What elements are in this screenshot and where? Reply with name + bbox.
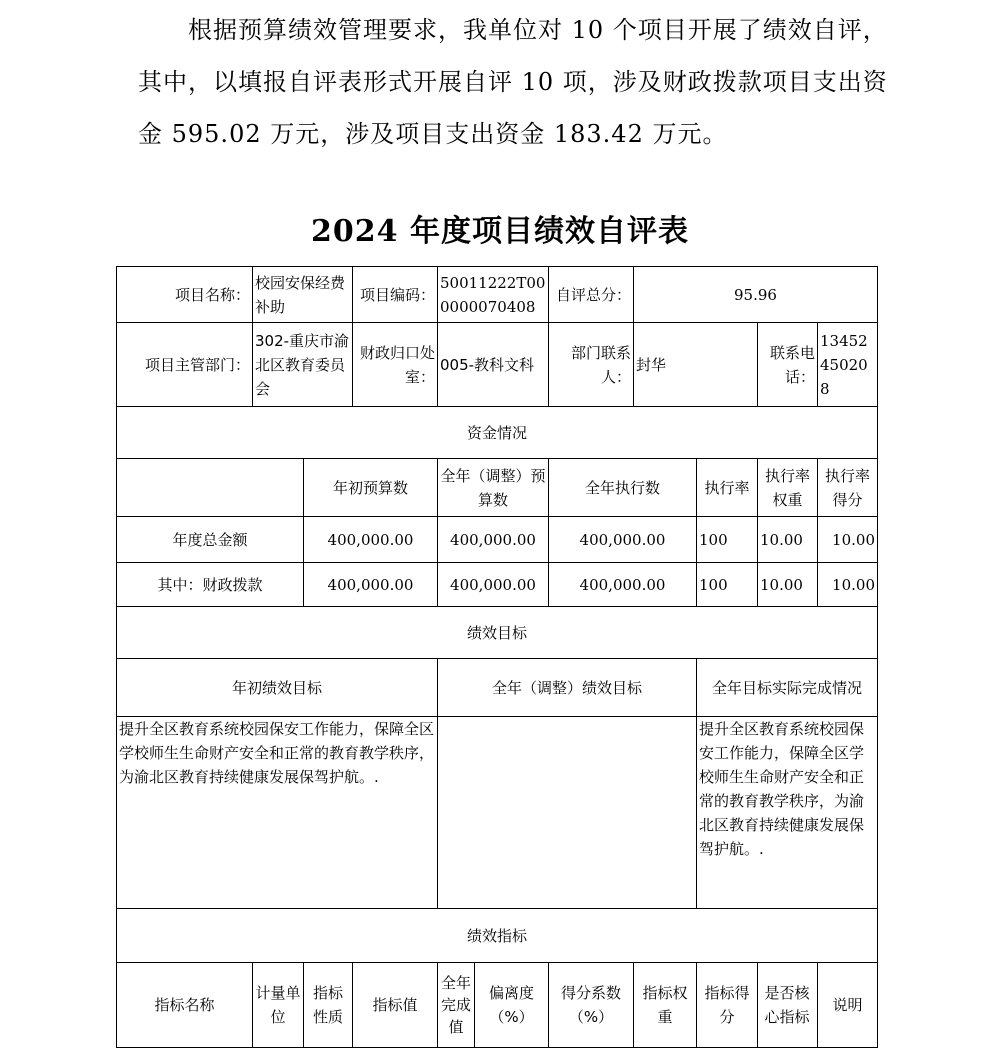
funds-header-rate-score: 执行率得分 [818, 459, 878, 517]
self-evaluation-table [116, 266, 878, 1048]
funds-cell: 400,000.00 [438, 517, 549, 563]
funds-header-initial-budget: 年初预算数 [304, 459, 438, 517]
funds-header-exec-rate: 执行率 [697, 459, 758, 517]
goal-adjusted-text [438, 717, 697, 909]
funds-cell: 400,000.00 [549, 563, 697, 607]
indicator-header: 计量单位 [253, 963, 304, 1048]
indicator-header: 指标性质 [304, 963, 353, 1048]
goals-section-title: 绩效目标 [117, 607, 878, 659]
funds-cell: 100 [697, 563, 758, 607]
funds-cell: 10.00 [758, 563, 818, 607]
funds-header-executed: 全年执行数 [549, 459, 697, 517]
intro-paragraph: 根据预算绩效管理要求，我单位对 10 个项目开展了绩效自评，其中，以填报自评表形式开展自评 10 项，涉及财政拨款项目支出资金 595.02 万元，涉及项目支出资金 183.42 万元。 [138, 16, 888, 148]
project-name-label: 项目名称： [117, 267, 253, 323]
finance-office-label: 财政归口处室： [353, 323, 438, 407]
funds-cell: 10.00 [818, 517, 878, 563]
funds-cell: 400,000.00 [304, 517, 438, 563]
funds-header-blank [117, 459, 304, 517]
project-code-label: 项目编码： [353, 267, 438, 323]
funds-cell: 10.00 [758, 517, 818, 563]
total-score-label: 自评总分： [549, 267, 634, 323]
goal-initial-text: 提升全区教育系统校园保安工作能力，保障全区学校师生生命财产安全和正常的教育教学秩序，为渝北区教育持续健康发展保驾护航。. [117, 717, 438, 909]
goal-actual-text: 提升全区教育系统校园保安工作能力，保障全区学校师生生命财产安全和正常的教育教学秩序，为渝北区教育持续健康发展保驾护航。. [697, 717, 878, 909]
indicator-header: 指标值 [353, 963, 438, 1048]
funds-section-title: 资金情况 [117, 407, 878, 459]
indicator-header: 指标得分 [697, 963, 758, 1048]
indicator-header-group [758, 963, 818, 1048]
department-label: 项目主管部门： [117, 323, 253, 407]
funds-row-label: 年度总金额 [117, 517, 304, 563]
funds-cell: 400,000.00 [549, 517, 697, 563]
goals-header-adjusted: 全年（调整）绩效目标 [438, 659, 697, 717]
phone-label: 联系电话： [758, 323, 818, 407]
goals-header-actual: 全年目标实际完成情况 [697, 659, 878, 717]
document-title: 2024 年度项目绩效自评表 [311, 214, 689, 249]
funds-header-rate-weight: 执行率权重 [758, 459, 818, 517]
indicator-header: 指标名称 [117, 963, 253, 1048]
finance-office-value: 005-教科文科 [438, 323, 549, 407]
funds-header-adjusted-budget: 全年（调整）预算数 [438, 459, 549, 517]
project-name-value: 校园安保经费补助 [253, 267, 353, 323]
project-code-value: 50011222T000000070408 [438, 267, 549, 323]
indicator-header: 是否核心指标 [764, 984, 810, 1026]
contact-label: 部门联系人： [549, 323, 634, 407]
funds-cell: 100 [697, 517, 758, 563]
indicator-header-group [438, 963, 549, 1048]
indicators-section-title: 绩效指标 [117, 909, 878, 963]
indicator-header: 偏离度（%） [488, 984, 534, 1026]
indicator-header: 得分系数（%） [549, 963, 634, 1048]
total-score-value: 95.96 [634, 267, 878, 323]
funds-cell: 400,000.00 [304, 563, 438, 607]
goals-header-initial: 年初绩效目标 [117, 659, 438, 717]
phone-value: 13452450208 [818, 323, 878, 407]
indicator-header: 全年完成值 [438, 963, 475, 1047]
indicator-header: 说明 [818, 963, 878, 1048]
funds-cell: 10.00 [818, 563, 878, 607]
indicator-header: 指标权重 [634, 963, 697, 1048]
funds-row-label: 其中：财政拨款 [117, 563, 304, 607]
funds-cell: 400,000.00 [438, 563, 549, 607]
contact-value: 封华 [634, 323, 758, 407]
department-value: 302-重庆市渝北区教育委员会 [253, 323, 353, 407]
